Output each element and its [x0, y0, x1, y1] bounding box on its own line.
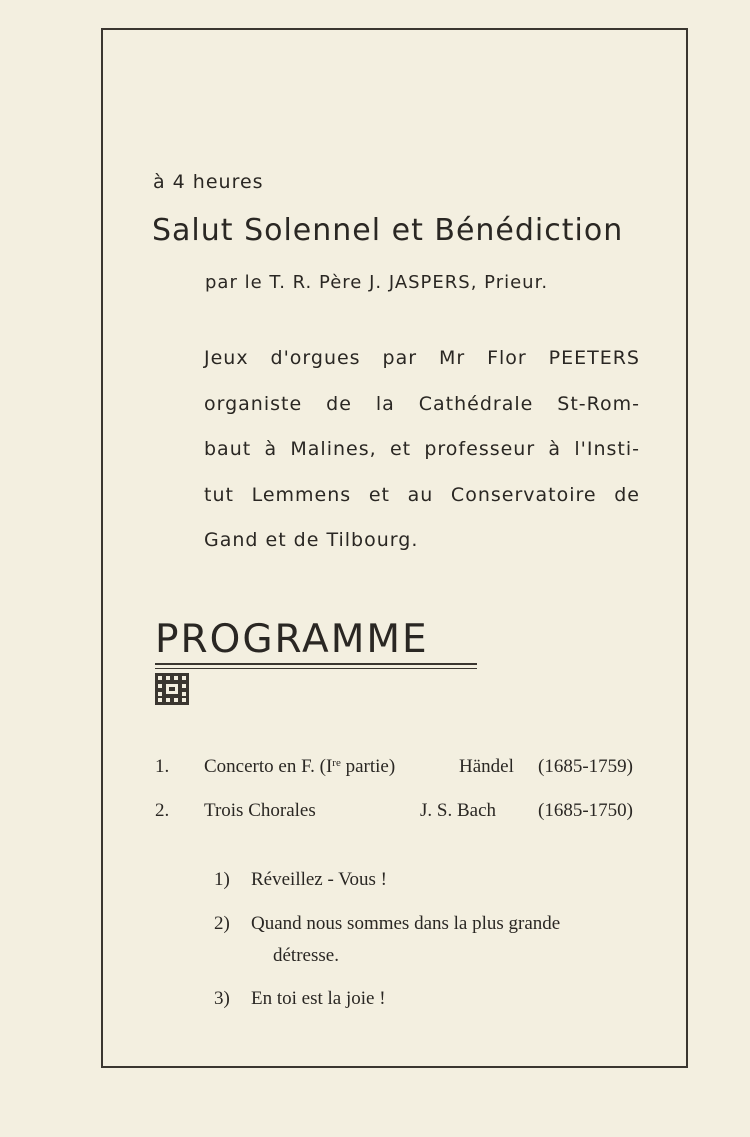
- organist-line: organiste de la Cathédrale St-Rom-: [204, 392, 640, 415]
- chorale-number: 1): [214, 869, 230, 890]
- heading-rule: [155, 663, 477, 665]
- item-work: Trois Chorales: [204, 800, 316, 821]
- heading-rule-thin: [155, 668, 477, 669]
- organist-line: Gand et de Tilbourg.: [204, 529, 419, 551]
- organist-line: tut Lemmens et au Conservatoire de: [204, 483, 640, 506]
- chorale-title: Réveillez - Vous !: [251, 869, 387, 890]
- item-composer: J. S. Bach: [420, 800, 496, 821]
- officiant-line: par le T. R. Père J. JASPERS, Prieur.: [205, 272, 549, 293]
- item-number: 2.: [155, 800, 170, 821]
- item-composer: Händel: [459, 756, 514, 777]
- item-dates: (1685-1750): [538, 800, 633, 821]
- chorale-title: En toi est la joie !: [251, 988, 386, 1009]
- item-work: Concerto en F. (Ire partie): [204, 756, 396, 777]
- service-title: Salut Solennel et Bénédiction: [152, 213, 624, 248]
- checkered-ornament-icon: [155, 673, 189, 705]
- programme-heading: PROGRAMME: [155, 617, 429, 662]
- chorale-title-continued: détresse.: [273, 945, 339, 966]
- chorale-number: 2): [214, 913, 230, 934]
- chorale-title: Quand nous sommes dans la plus grande: [251, 913, 561, 934]
- service-time: à 4 heures: [153, 171, 264, 193]
- item-number: 1.: [155, 756, 170, 777]
- organist-line: Jeux d'orgues par Mr Flor PEETERS: [204, 347, 640, 369]
- item-dates: (1685-1759): [538, 756, 633, 777]
- organist-paragraph: [204, 336, 640, 564]
- organist-line: baut à Malines, et professeur à l'Insti-: [204, 438, 640, 460]
- chorale-number: 3): [214, 988, 230, 1009]
